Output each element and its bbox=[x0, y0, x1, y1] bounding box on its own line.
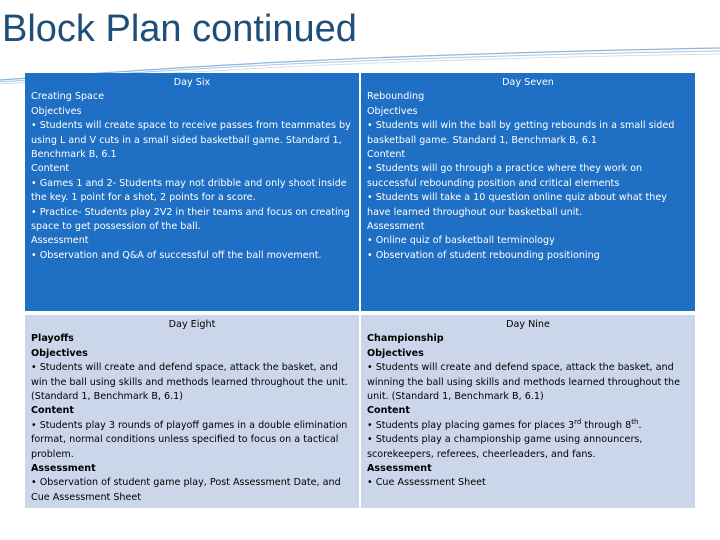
objectives-text: • Students will create space to receive passes from teammates by using L and V cuts in a small sided basketball game. Standard 1, Benchmark B, 6.1 bbox=[31, 120, 351, 161]
content-label: Content bbox=[367, 405, 410, 417]
objectives-label: Objectives bbox=[367, 347, 424, 359]
assessment-item: • Observation of student game play, Post Assessment Date, and Cue Assessment Sheet bbox=[31, 477, 341, 503]
objectives-text: • Students will create and defend space, attack the basket, and winning the ball using skills and methods learned throughout the unit. (Standard 1, Benchmark B, 6.1) bbox=[367, 362, 681, 403]
placing-sup-th: th bbox=[631, 417, 639, 426]
assessment-item: • Cue Assessment Sheet bbox=[367, 477, 486, 489]
slide-title: Block Plan continued bbox=[2, 8, 357, 50]
placing-sup-rd: rd bbox=[574, 417, 582, 426]
assessment-label: Assessment bbox=[367, 221, 425, 233]
activity-title: Championship bbox=[367, 333, 444, 345]
block-plan-table bbox=[25, 73, 695, 508]
objectives-label: Objectives bbox=[367, 105, 418, 117]
activity-title: Creating Space bbox=[31, 91, 105, 103]
assessment-label: Assessment bbox=[31, 463, 96, 475]
day-seven-cell bbox=[361, 73, 695, 311]
content-item: • Students play 3 rounds of playoff games in a double elimination format, normal conditions unless specified to focus on a tactical problem. bbox=[31, 419, 348, 460]
content-item: • Students will take a 10 question online quiz about what they have learned throughout our basketball unit. bbox=[367, 192, 667, 218]
day-heading: Day Seven bbox=[502, 77, 554, 88]
activity-title: Playoffs bbox=[31, 333, 74, 345]
assessment-label: Assessment bbox=[367, 463, 432, 475]
objectives-label: Objectives bbox=[31, 105, 82, 117]
assessment-item: • Observation and Q&A of successful off the ball movement. bbox=[31, 249, 322, 261]
objectives-text: • Students will win the ball by getting rebounds in a small sided basketball game. Standard 1, Benchmark B, 6.1 bbox=[367, 120, 675, 146]
content-label: Content bbox=[31, 405, 74, 417]
content-item: • Practice- Students play 2V2 in their teams and focus on creating space to get possession of the ball. bbox=[31, 206, 350, 233]
content-item: • Games 1 and 2- Students may not dribble and only shoot inside the key. 1 point for a shot, 2 points for a score. bbox=[31, 177, 347, 204]
day-six-cell bbox=[25, 73, 359, 311]
objectives-label: Objectives bbox=[31, 347, 88, 359]
day-heading: Day Nine bbox=[506, 319, 550, 330]
assessment-item: • Observation of student rebounding positioning bbox=[367, 249, 600, 261]
objectives-text: • Students will create and defend space, attack the basket, and win the ball using skills and methods learned throughout the unit. (Standard 1, Benchmark B, 6.1) bbox=[31, 362, 348, 403]
placing-text-before: • Students play placing games for places 3 bbox=[367, 419, 575, 431]
assessment-item: • Online quiz of basketball terminology bbox=[367, 235, 555, 247]
activity-title: Rebounding bbox=[367, 91, 425, 103]
day-heading: Day Eight bbox=[168, 319, 216, 330]
content-label: Content bbox=[367, 149, 406, 161]
content-label: Content bbox=[31, 163, 70, 175]
content-item-placing bbox=[367, 419, 689, 433]
day-nine-cell bbox=[361, 315, 695, 508]
assessment-label: Assessment bbox=[31, 235, 89, 247]
day-heading: Day Six bbox=[173, 77, 211, 88]
day-eight-cell bbox=[25, 315, 359, 508]
placing-text-middle: through 8 bbox=[581, 419, 632, 431]
content-item: • Students play a championship game using announcers, scorekeepers, referees, cheerleaders, and fans. bbox=[367, 434, 643, 460]
content-item: • Students will go through a practice where they work on successful rebounding position and critical elements bbox=[367, 163, 643, 189]
placing-text-after: . bbox=[638, 419, 642, 431]
